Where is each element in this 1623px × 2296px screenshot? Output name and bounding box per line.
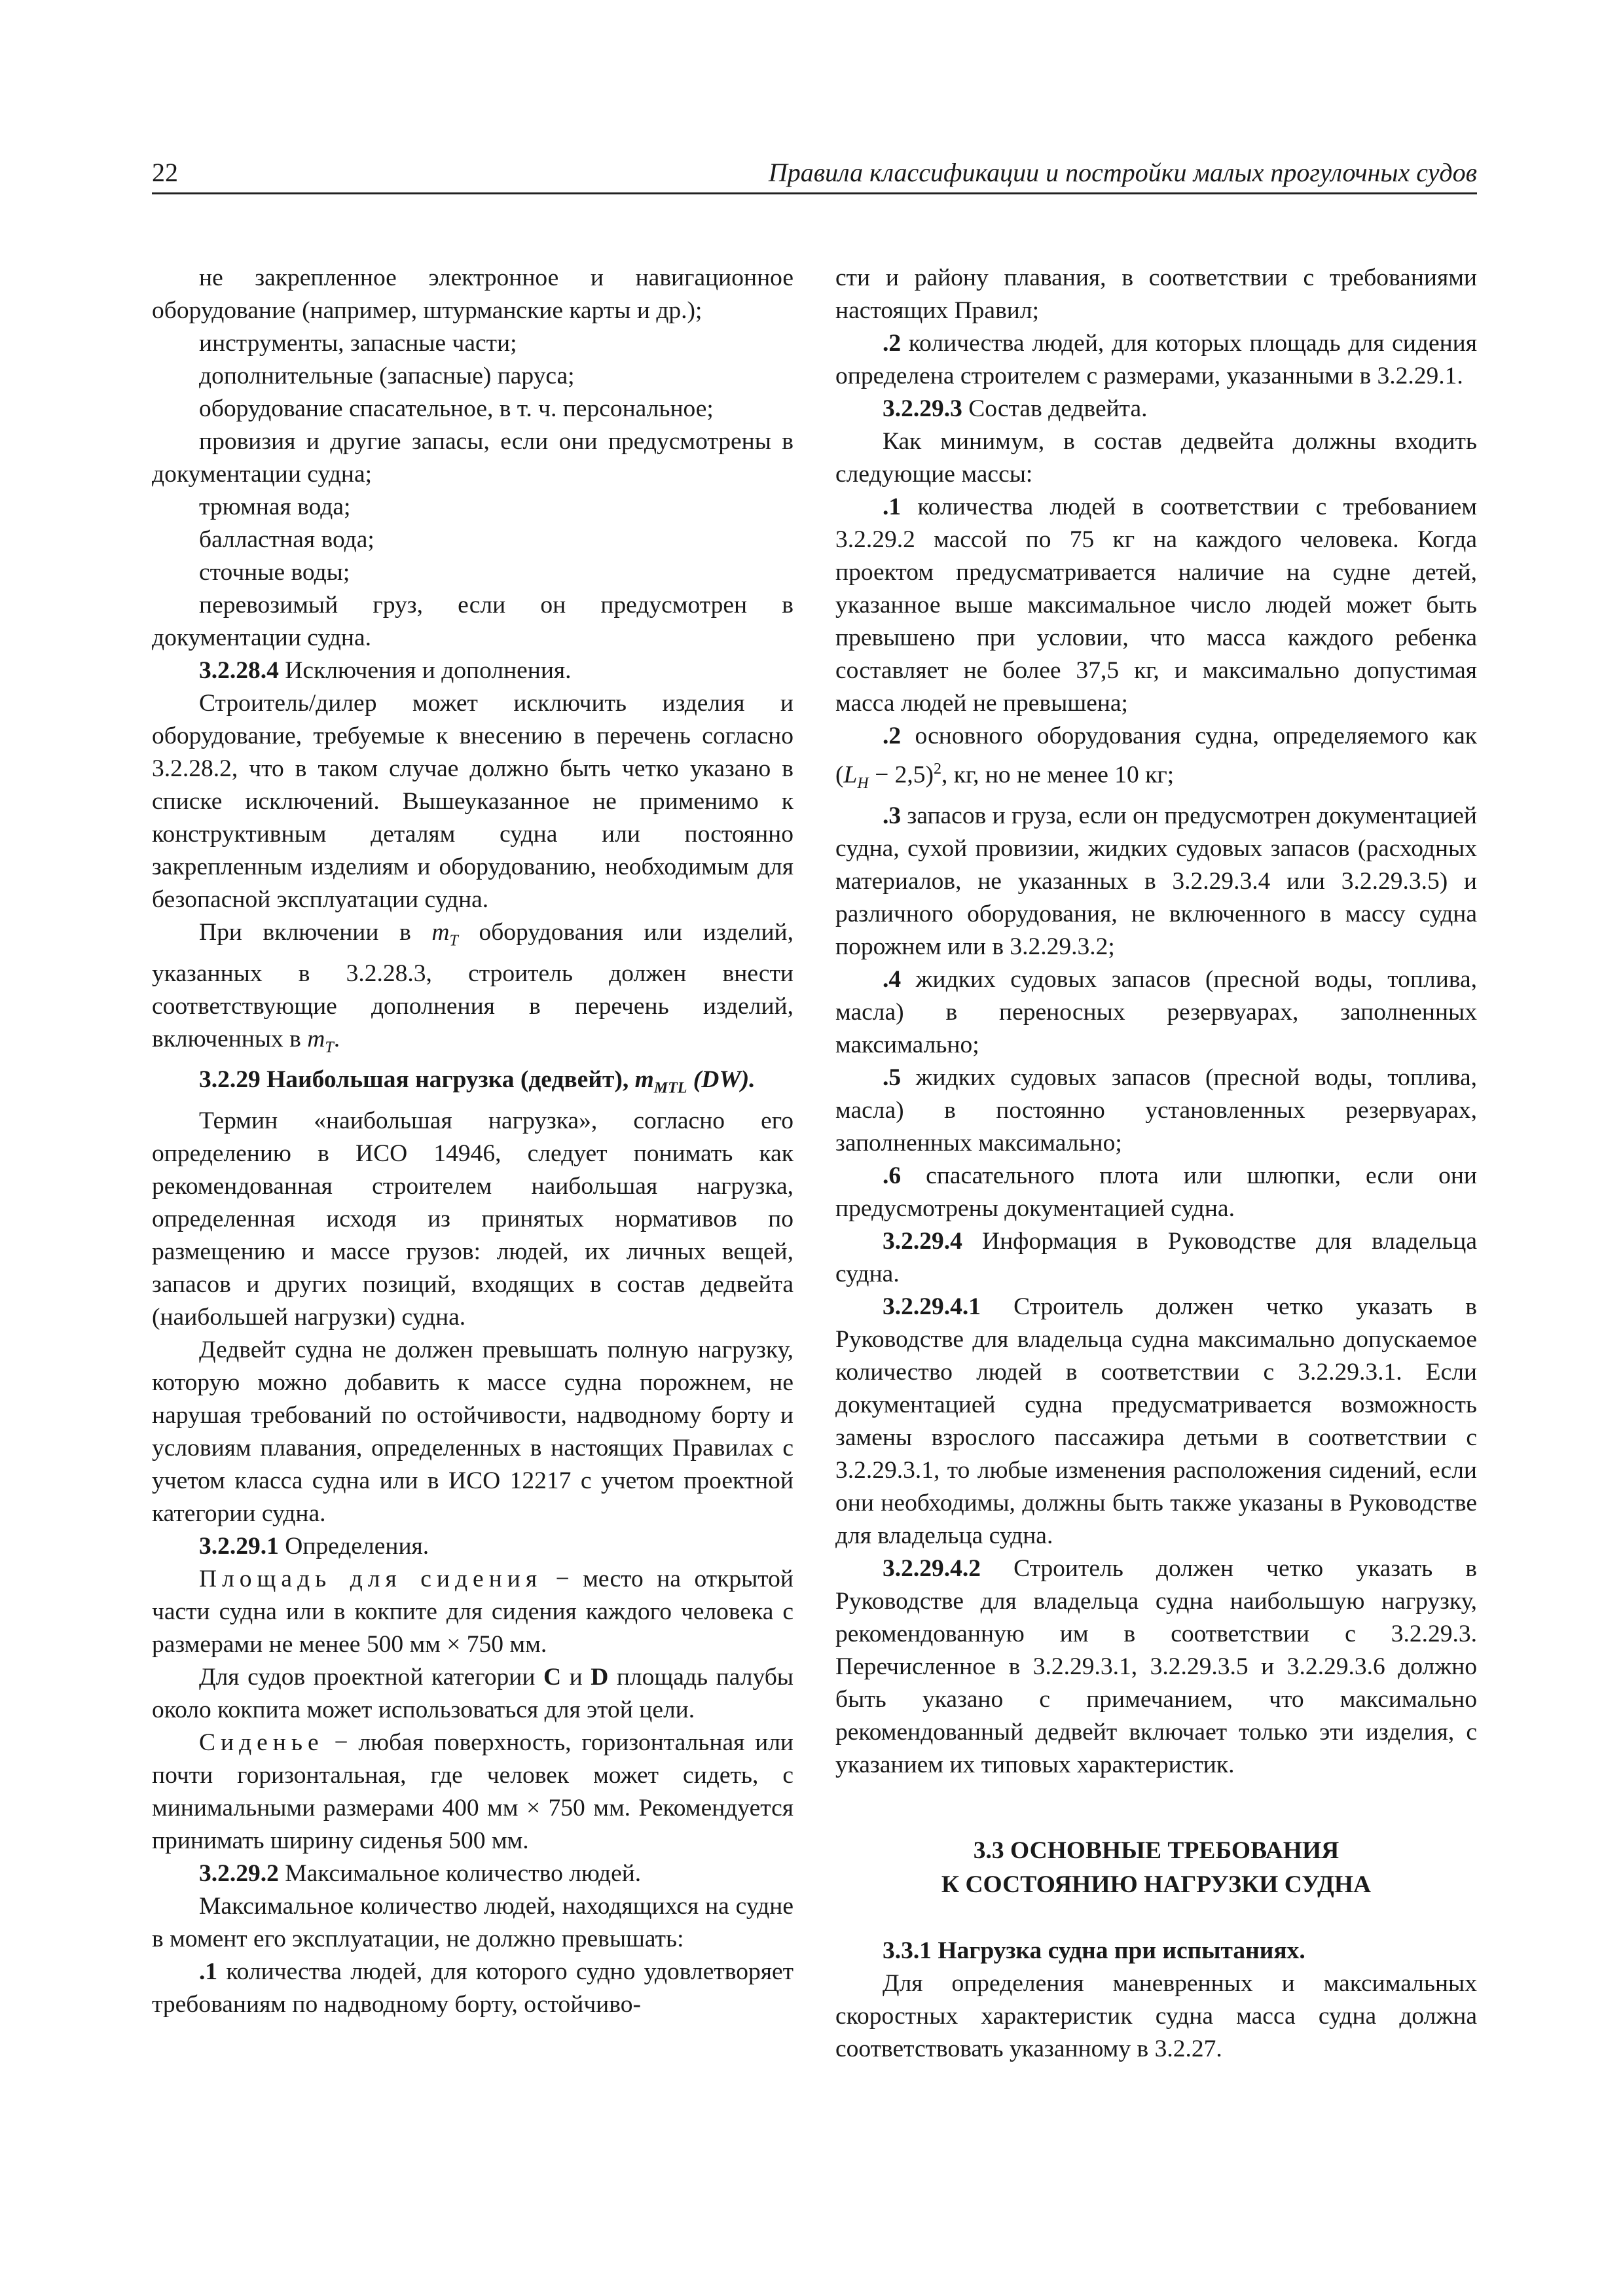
symbol-m: m — [431, 919, 450, 946]
clause-number: 3.2.28.4 — [199, 657, 279, 684]
symbol-m: m — [307, 1025, 325, 1052]
clause-3-2-29-3: 3.2.29.3 Состав дедвейта. — [883, 395, 1148, 422]
header-rule — [152, 192, 1477, 194]
paragraph: Строитель/дилер может исключить изделия и оборудование, требуемые к внесению в перечень согласно 3.2.28.2, что в таком случае должно быть четко указано в списке исключений. Вышеуказанное не применимо к конструктивным деталям судна или постоянно закрепленным изделиям и оборудованию, необходимым для безопасной эксплуатации судна. — [152, 690, 793, 913]
clause-3-2-29-1: 3.2.29.1 Определения. — [199, 1532, 429, 1560]
right-column — [835, 262, 1477, 2066]
clause-3-2-29-4-2: 3.2.29.4.2 Строитель должен четко указать в Руководстве для владельца судна наибольшую нагрузку, рекомендованную им в соответствии с 3.2.29.3. Перечисленное в 3.2.29.3.1, 3.2.29.3.5 и 3.2.29.3.6 должно быть указано с примечанием, что максимально рекомендованный дедвейт включает только эти изделия, с указанием их типовых характеристик. — [835, 1555, 1477, 1778]
left-column — [152, 262, 793, 2021]
list-item: .3 запасов и груза, если он предусмотрен документацией судна, сухой провизии, жидких судовых запасов (расходных материалов, не указанных в 3.2.29.3.4 или 3.2.29.3.5) и различного оборудования, не включенного в массу судна порожнем или в 3.2.29.3.2; — [835, 802, 1477, 960]
list-item: инструменты, запасные части; — [199, 330, 517, 357]
page-header — [152, 152, 1477, 191]
list-item: .2 основного оборудования судна, определяемого как $(L_H - 2,5)^2$, кг, но не менее 10 кг; — [835, 723, 1477, 792]
list-item: балластная вода; — [199, 526, 374, 553]
definition-seat: Сиденье − любая поверхность, горизонтальная или почти горизонтальная, где человек может сидеть, с минимальными размерами 400 мм × 750 мм. Рекомендуется принимать ширину сиденья 500 мм. — [152, 1729, 793, 1854]
list-item: .6 спасательного плота или шлюпки, если они предусмотрены документацией судна. — [835, 1162, 1477, 1222]
clause-3-2-29-4: 3.2.29.4 Информация в Руководстве для владельца судна. — [835, 1228, 1477, 1287]
list-item: сточные воды; — [199, 559, 350, 586]
paragraph: сти и району плавания, в соответствии с требованиями настоящих Правил; — [835, 264, 1477, 324]
defined-term: Сиденье — [199, 1729, 324, 1756]
definition-seating-area: Площадь для сидения − место на открытой части судна или в кокпите для сидения каждого человека с размерами не менее 500 мм × 750 мм. — [152, 1565, 793, 1658]
list-item: .2 количества людей, для которых площадь для сидения определена строителем с размерами, указанными в 3.2.29.1. — [835, 330, 1477, 389]
paragraph: не закрепленное электронное и навигационное оборудование (например, штурманские карты и др.); — [152, 264, 793, 324]
list-item: .1 количества людей, для которого судно удовлетворяет требованиям по надводному борту, остойчиво- — [152, 1958, 793, 2018]
list-item: перевозимый груз, если он предусмотрен в документации судна. — [152, 592, 793, 651]
list-item: трюмная вода; — [199, 493, 351, 520]
clause-3-3-1-heading: 3.3.1 Нагрузка судна при испытаниях. — [883, 1937, 1305, 1964]
paragraph: Дедвейт судна не должен превышать полную нагрузку, которую можно добавить к массе судна порожнем, не нарушая требований по остойчивости, надводному борту и условиям плавания, определенных в настоящих Правилах с учетом класса судна или в ИСО 12217 с учетом проектной категории судна. — [152, 1336, 793, 1527]
list-item: провизия и другие запасы, если они предусмотрены в документации судна; — [152, 428, 793, 488]
paragraph: Для определения маневренных и максимальных скоростных характеристик судна масса судна должна соответствовать указанному в 3.2.27. — [835, 1970, 1477, 2062]
running-title: Правила классификации и постройки малых прогулочных судов — [768, 158, 1477, 187]
paragraph: Как минимум, в состав дедвейта должны входить следующие массы: — [835, 428, 1477, 488]
defined-term: Площадь для сидения — [199, 1565, 543, 1592]
clause-3-2-29-2: 3.2.29.2 Максимальное количество людей. — [199, 1859, 642, 1887]
section-heading-3-2-29: 3.2.29 Наибольшая нагрузка (дедвейт), $m_{MTL}$ (DW). — [199, 1066, 756, 1097]
paragraph: Термин «наибольшая нагрузка», согласно его определению в ИСО 14946, следует понимать как рекомендованная строителем наибольшая нагрузка, определенная исходя из принятых нормативов по размещению и массе грузов: людей, их личных вещей, запасов и других позиций, входящих в состав дедвейта (наибольшей нагрузки) судна. — [152, 1107, 793, 1331]
paragraph: Для судов проектной категории C и D площадь палубы около кокпита может использоваться для этой цели. — [152, 1663, 793, 1723]
paragraph: При включении в $m_T$ оборудования или изделий, указанных в 3.2.28.3, строитель должен внести соответствующие дополнения в перечень изделий, включенных в $m_T$. — [152, 919, 793, 1056]
list-item: дополнительные (запасные) паруса; — [199, 363, 575, 389]
clause-3-2-28-4 — [152, 655, 793, 687]
list-item: .1 количества людей в соответствии с требованием 3.2.29.2 массой по 75 кг на каждого человека. Когда проектом предусматривается наличие на судне детей, указанное выше максимальное число людей может быть превышено при условии, что масса каждого ребенка составляет не более 37,5 кг, и максимально допустимая масса людей не превышена; — [835, 493, 1477, 717]
section-title: 3.3 ОСНОВНЫЕ ТРЕБОВАНИЯ К СОСТОЯНИЮ НАГРУЗКИ СУДНА — [941, 1837, 1372, 1898]
clause-3-2-29-4-1: 3.2.29.4.1 Строитель должен четко указать в Руководстве для владельца судна максимально допускаемое количество людей в соответствии с 3.2.29.3.1. Если документацией судна предусматривается возможность замены взрослого пассажира детьми в соответствии с 3.2.29.3.1, то любые изменения расположения сидений, если они необходимы, должны быть также указаны в Руководстве для владельца судна. — [835, 1293, 1477, 1549]
list-item: .5 жидких судовых запасов (пресной воды, топлива, масла) в постоянно установленных резервуарах, заполненных максимально; — [835, 1064, 1477, 1157]
list-item: оборудование спасательное, в т. ч. персональное; — [199, 395, 714, 422]
paragraph: Максимальное количество людей, находящихся на судне в момент его эксплуатации, не должно превышать: — [152, 1892, 793, 1952]
page-number: 22 — [152, 158, 178, 187]
clause-text: Исключения и дополнения. — [278, 657, 572, 684]
list-item: .4 жидких судовых запасов (пресной воды, топлива, масла) в переносных резервуарах, заполненных максимально; — [835, 966, 1477, 1058]
